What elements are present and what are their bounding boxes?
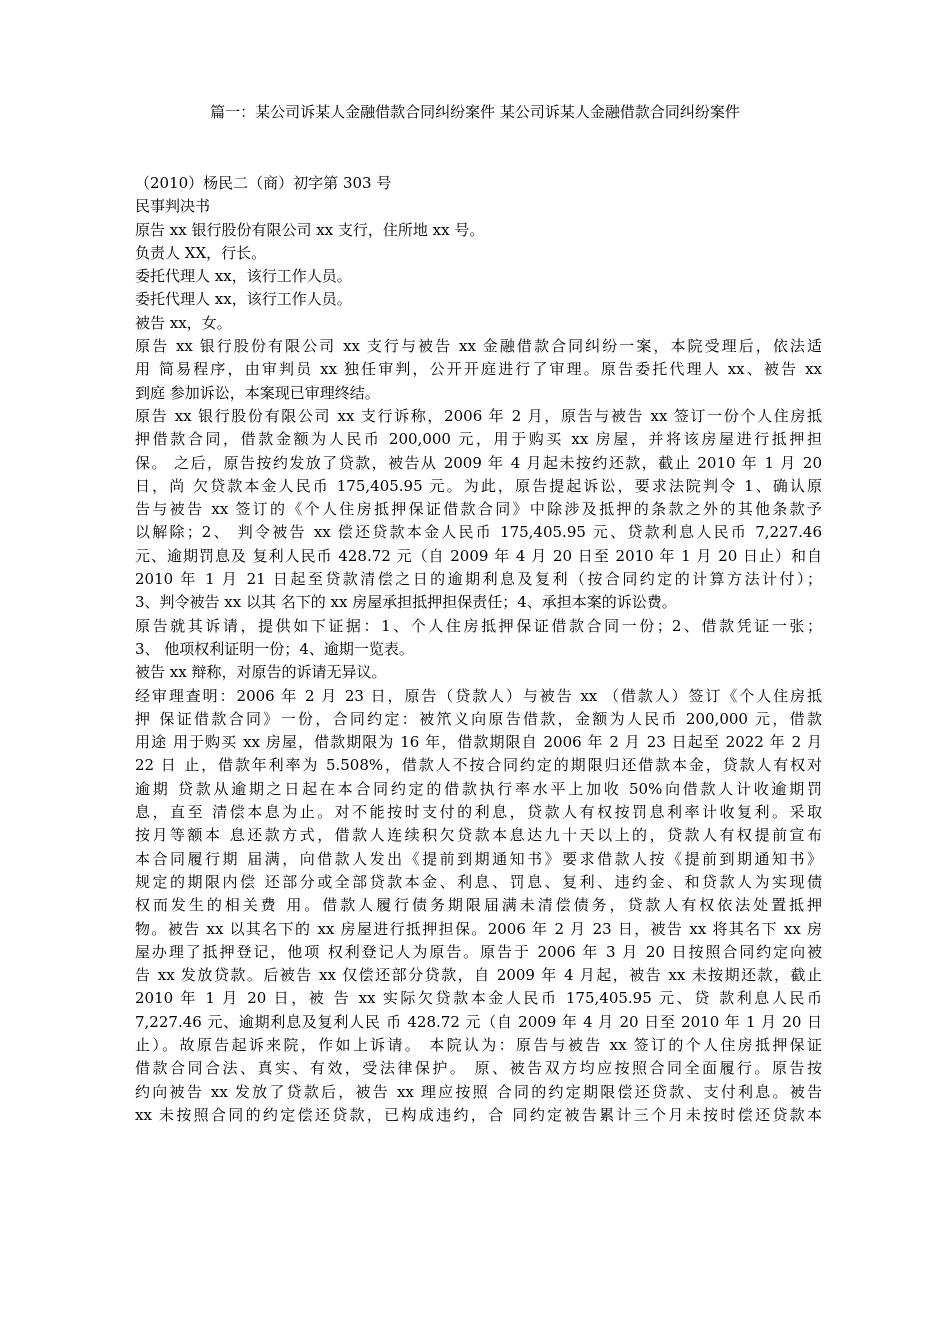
paragraph	[135, 615, 822, 662]
text-line: 2010 年 1 月 20 日，被 告 xx 实际欠贷款本金人民币 175,405.95 元、贷 款利息人民币	[135, 989, 822, 1008]
paragraph	[135, 242, 822, 265]
text-line: 本合同履行期 届满，向借款人发出《提前到期通知书》要求借款人按《提前到期通知书》	[135, 849, 822, 868]
text-line: 息，直至 清偿本息为止。对不能按时支付的利息，贷款人有权按罚息利率计收复利。采取	[135, 803, 822, 822]
paragraph	[135, 265, 822, 288]
text-line: 委托代理人 xx，该行工作人员。	[135, 267, 352, 286]
text-line: 押借款合同，借款金额为人民币 200,000 元，用于购买 xx 房屋，并将该房屋进行抵押担	[135, 430, 822, 449]
paragraph	[135, 661, 822, 684]
paragraph	[135, 312, 822, 335]
text-line: 到庭 参加诉讼，本案现已审理终结。	[135, 383, 380, 402]
text-line: 规定的期限内偿 还部分或全部贷款本金、利息、罚息、复利、违约金、和贷款人为实现债	[135, 872, 822, 891]
text-line: 民事判决书	[135, 197, 211, 216]
paragraph	[135, 172, 822, 195]
text-line: 负责人 XX，行长。	[135, 243, 267, 262]
text-line: 原告 xx 银行股份有限公司 xx 支行，住所地 xx 号。	[135, 220, 485, 239]
text-line: 委托代理人 xx，该行工作人员。	[135, 290, 352, 309]
text-line: 逾期 贷款从逾期之日起在本合同约定的借款执行率水平上加收 50%向借款人计收逾期罚	[135, 779, 822, 798]
text-line: 元、逾期罚息及 复利人民币 428.72 元（自 2009 年 4 月 20 日至 2010 年 1 月 20 日止）和自	[135, 546, 822, 565]
text-line: 约向被告 xx 发放了贷款后，被告 xx 理应按照 合同的约定期限偿还贷款、支付利息。被告	[135, 1082, 822, 1101]
text-line: 原告 xx 银行股份有限公司 xx 支行诉称，2006 年 2 月，原告与被告 xx 签订一份个人住房抵	[135, 406, 822, 425]
text-line: 22 日 止，借款年利率为 5.508%，借款人不按合同约定的期限归还借款本金，贷款人有权对	[135, 756, 822, 775]
text-line: 用途 用于购买 xx 房屋，借款期限为 16 年，借款期限自 2006 年 2 月 23 日起至 2022 年 2 月	[135, 733, 822, 752]
text-line: 屋办理了抵押登记，他项 权利登记人为原告。原告于 2006 年 3 月 20 日按照合同约定向被	[135, 942, 822, 961]
text-line: 押 保证借款合同》一份，合同约定：被笊义向原告借款，金额为人民币 200,000 元，借款	[135, 709, 822, 728]
text-line: 物。被告 xx 以其名下的 xx 房屋进行抵押担保。2006 年 2 月 23 日，被告 xx 将其名下 xx 房	[135, 919, 822, 938]
text-line: （2010）杨民二（商）初字第 303 号	[135, 174, 392, 192]
text-line: 借款合同合法、真实、有效，受法律保护。 原、被告双方均应按照合同全面履行。原告按	[135, 1059, 822, 1078]
text-line: 止）。故原告起诉来院，作如上诉请。 本院认为：原告与被告 xx 签订的个人住房抵押保证	[135, 1035, 822, 1054]
text-line: 被告 xx 辩称，对原告的诉请无异议。	[135, 663, 387, 682]
text-line: 权而发生的相关费 用。借款人履行债务期限届满未清偿债务，贷款人有权依法处置抵押	[135, 896, 822, 915]
text-line: 原告就其诉请，提供如下证据：1、个人住房抵押保证借款合同一份；2、借款凭证一张；	[135, 616, 822, 635]
text-line: 3、判令被告 xx 以其 名下的 xx 房屋承担抵押担保责任；4、承担本案的诉讼费。	[135, 593, 677, 612]
paragraph	[135, 405, 822, 615]
text-line: 经审理查明：2006 年 2 月 23 日，原告（贷款人）与被告 xx （借款人）签订《个人住房抵	[135, 686, 822, 705]
text-line: 告与被告 xx 签订的《个人住房抵押保证借款合同》中除涉及抵押的条款之外的其他条款予	[135, 500, 822, 519]
text-line: 按月等额本 息还款方式，借款人连续积欠贷款本息达九十天以上的，贷款人有权提前宣布	[135, 826, 822, 845]
paragraph	[135, 195, 822, 218]
paragraph	[135, 288, 822, 311]
text-line: 原告 xx 银行股份有限公司 xx 支行与被告 xx 金融借款合同纠纷一案，本院受理后，依法适	[135, 337, 822, 356]
text-line: xx 未按照合同的约定偿还贷款，已构成违约，合 同约定被告累计三个月未按时偿还贷款本	[135, 1105, 822, 1124]
paragraph	[135, 335, 822, 405]
text-line: 告 xx 发放贷款。后被告 xx 仅偿还部分贷款，自 2009 年 4 月起，被告 xx 未按期还款，截止	[135, 966, 822, 985]
text-line: 2010 年 1 月 21 日起至贷款清偿之日的逾期利息及复利（按合同约定的计算方法计付）；	[135, 570, 822, 589]
document-body	[135, 172, 822, 1127]
paragraph	[135, 685, 822, 1128]
paragraph	[135, 219, 822, 242]
text-line: 保。 之后，原告按约发放了贷款，被告从 2009 年 4 月起未按约还款，截止 2010 年 1 月 20	[135, 453, 822, 472]
text-line: 被告 xx，女。	[135, 313, 232, 332]
text-line: 3、 他项权利证明一份；4、逾期一览表。	[135, 639, 414, 658]
text-line: 7,227.46 元、逾期利息及复利人民 币 428.72 元（自 2009 年 4 月 20 日至 2010 年 1 月 20 日	[135, 1012, 822, 1031]
text-line: 以解除；2、 判令被告 xx 偿还贷款本金人民币 175,405.95 元、贷款利息人民币 7,227.46	[135, 523, 822, 542]
document-title: 篇一：某公司诉某人金融借款合同纠纷案件 某公司诉某人金融借款合同纠纷案件	[210, 103, 740, 121]
text-line: 日，尚 欠贷款本金人民币 175,405.95 元。为此，原告提起诉讼，要求法院判令 1、确认原	[135, 476, 822, 495]
text-line: 用 简易程序，由审判员 xx 独任审判，公开开庭进行了审理。原告委托代理人 xx、被告 xx	[135, 360, 822, 379]
